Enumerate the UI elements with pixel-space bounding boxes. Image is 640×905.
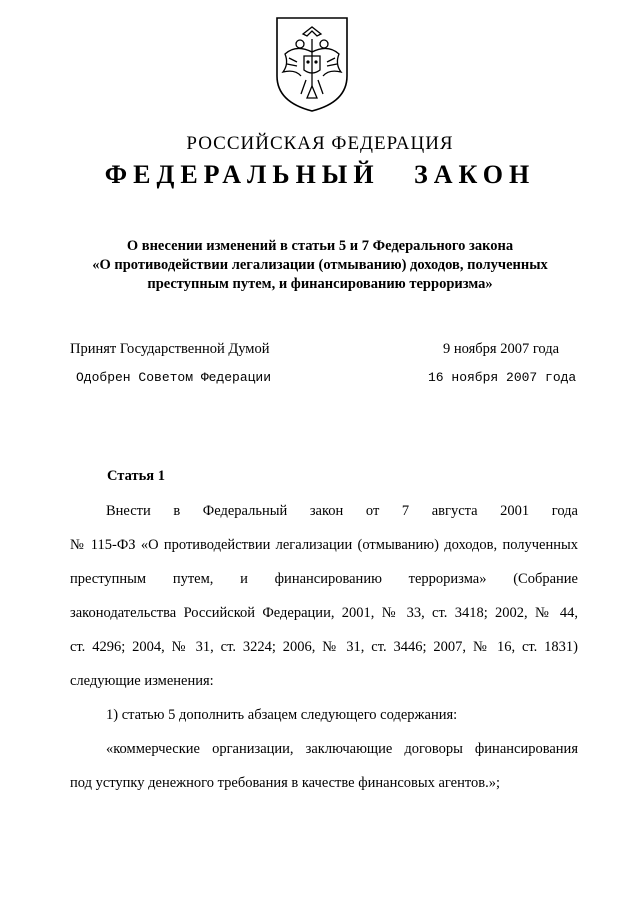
duma-adoption-label: Принят Государственной Думой [70,341,270,357]
article-text-line: следующие изменения: [70,673,214,689]
article-text-line: Внести в Федеральный закон от 7 августа 2001 года [106,503,578,519]
duma-adoption-date: 9 ноября 2007 года [443,341,560,357]
council-approval-date: 16 ноября 2007 года [428,370,577,385]
quoted-text-line: «коммерческие организации, заключающие договоры финансирования [106,741,578,757]
list-item-text: 1) статью 5 дополнить абзацем следующего содержания: [106,707,458,723]
article-text-line: ст. 4296; 2004, № 31, ст. 3224; 2006, № 31, ст. 3446; 2007, № 16, ст. 1831) [70,639,578,655]
article-text-line: № 115-ФЗ «О противодействии легализации (отмыванию) доходов, полученных [70,537,578,553]
article-text-line: законодательства Российской Федерации, 2001, № 33, ст. 3418; 2002, № 44, [70,605,578,621]
document-type: ФЕДЕРАЛЬНЫЙ ЗАКОН [104,160,536,189]
country-name: РОССИЙСКАЯ ФЕДЕРАЦИЯ [186,133,454,154]
title-line: О внесении изменений в статьи 5 и 7 Федерального закона [126,238,514,254]
coat-of-arms-icon [271,14,353,114]
title-line: преступным путем, и финансированию терроризма» [147,276,493,292]
article-text-line: преступным путем, и финансированию терроризма» (Собрание [70,571,578,587]
law-title [90,237,550,294]
title-line: «О противодействии легализации (отмыванию) доходов, полученных [92,257,548,273]
article-heading: Статья 1 [107,468,165,484]
quoted-text-line: под уступку денежного требования в качестве финансовых агентов.»; [70,775,501,791]
council-approval-label: Одобрен Советом Федерации [76,370,272,385]
